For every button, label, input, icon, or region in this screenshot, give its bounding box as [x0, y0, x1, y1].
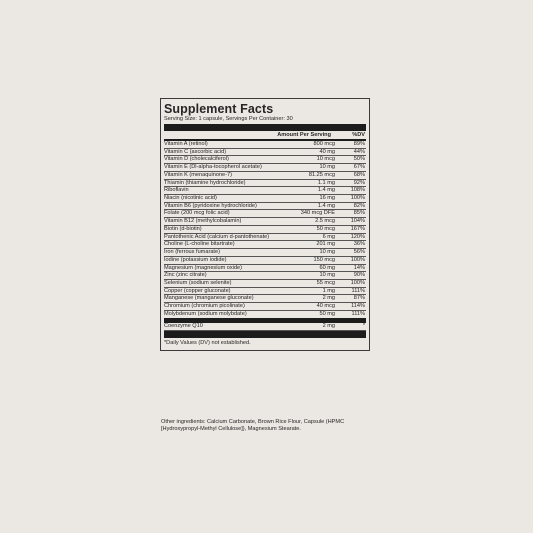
- nutrient-name: Iron (ferrous fumarate): [164, 249, 220, 256]
- dv-header: %DV: [352, 132, 365, 138]
- nutrient-dv: 85%: [353, 210, 365, 217]
- panel-title: Supplement Facts: [164, 102, 274, 116]
- nutrient-amount: 60 mg: [319, 264, 335, 271]
- nutrient-dv: 111%: [351, 310, 365, 317]
- nutrient-name: Vitamin A (retinol): [164, 141, 208, 147]
- other-ingredients: Other ingredients: Calcium Carbonate, Brown Rice Flour, Capsule (HPMC [Hydroxypropyl-Methyl Cellulose]), Magnesium Stearate.: [161, 419, 345, 432]
- nutrient-name: Iodine (potassium iodide): [164, 256, 227, 263]
- serving-info: Serving Size: 1 capsule, Servings Per Container: 30: [164, 116, 293, 122]
- nutrient-amount: 10 mg: [319, 249, 335, 256]
- nutrient-dv: 44%: [353, 148, 365, 155]
- nutrient-name: Vitamin E (Dl-alpha-tocopherol acetate): [164, 164, 262, 171]
- nutrient-row: [164, 210, 366, 218]
- nutrient-dv: 56%: [353, 249, 365, 256]
- nutrient-dv: 68%: [353, 171, 365, 178]
- nutrient-dv: 100%: [350, 256, 365, 263]
- nutrient-name: Vitamin D (cholecalciferol): [164, 156, 229, 163]
- nutrient-row: [164, 265, 366, 273]
- nutrient-amount: 10 mg: [319, 272, 335, 279]
- nutrient-amount: 1.4 mg: [317, 202, 335, 209]
- nutrient-name: Coenzyme Q10: [164, 323, 203, 330]
- nutrient-dv: 100%: [350, 279, 365, 286]
- nutrient-dv: 90%: [353, 272, 365, 279]
- nutrient-dv: 114%: [351, 303, 365, 310]
- nutrient-name: Riboflavin: [164, 187, 189, 194]
- nutrient-row: [164, 172, 366, 180]
- nutrient-amount: 50 mg: [319, 310, 335, 317]
- nutrient-dv: 82%: [353, 202, 365, 209]
- nutrient-row: [164, 280, 366, 288]
- nutrient-row: [164, 226, 366, 234]
- nutrient-row: [164, 187, 366, 195]
- supplement-facts-panel: [160, 98, 370, 351]
- nutrient-name: Vitamin B6 (pyridoxine hydrochloride): [164, 202, 257, 209]
- nutrient-name: Folate (200 mcg folic acid): [164, 210, 230, 217]
- footnote: *Daily Values (DV) not established.: [164, 339, 251, 346]
- nutrient-row: [164, 234, 366, 242]
- nutrient-name: Magnesium (magnesium oxide): [164, 264, 243, 271]
- nutrient-amount: 1 mg: [322, 287, 335, 294]
- nutrient-name: Vitamin K (menaquinone-7): [164, 171, 232, 178]
- nutrient-amount: 81.25 mcg: [308, 171, 335, 178]
- nutrient-dv: 111%: [351, 287, 365, 294]
- nutrient-amount: 16 mg: [319, 195, 335, 202]
- nutrient-amount: 10 mg: [319, 164, 335, 171]
- nutrient-row: [164, 149, 366, 157]
- nutrient-row: [164, 272, 366, 280]
- nutrient-row: [164, 241, 366, 249]
- nutrient-amount: 1.1 mg: [317, 179, 335, 186]
- nutrient-name: Selenium (sodium selenite): [164, 279, 232, 286]
- thick-divider-bottom: [164, 331, 366, 338]
- nutrient-list: [164, 141, 366, 318]
- nutrient-dv: 120%: [350, 233, 365, 240]
- nutrient-amount: 40 mg: [319, 148, 335, 155]
- nutrient-dv: 67%: [353, 164, 365, 171]
- nutrient-row: [164, 218, 366, 226]
- nutrient-amount: 150 mcg: [313, 256, 335, 263]
- nutrient-dv: 100%: [350, 195, 365, 202]
- nutrient-row: [164, 295, 366, 303]
- nutrient-amount: 800 mcg: [313, 141, 335, 147]
- nutrient-row: [164, 311, 366, 318]
- nutrient-dv: 36%: [353, 241, 365, 248]
- nutrient-name: Manganese (manganese gluconate): [164, 295, 254, 302]
- nutrient-row: [164, 257, 366, 265]
- nutrient-dv: 92%: [353, 179, 365, 186]
- nutrient-dv: 14%: [353, 264, 365, 271]
- nutrient-row: [164, 249, 366, 257]
- nutrient-row: [164, 156, 366, 164]
- coenzyme-row: [164, 323, 366, 331]
- nutrient-dv: 104%: [350, 218, 365, 225]
- nutrient-amount: 2 mg: [322, 323, 335, 330]
- nutrient-amount: 340 mcg DFE: [300, 210, 335, 217]
- nutrient-name: Pantothenic Acid (calcium d-pantothenate): [164, 233, 270, 240]
- nutrient-dv: 87%: [353, 295, 365, 302]
- nutrient-row: [164, 195, 366, 203]
- nutrient-name: Molybdenum (sodium molybdate): [164, 310, 247, 317]
- nutrient-dv: 108%: [350, 187, 365, 194]
- nutrient-name: Copper (copper gluconate): [164, 287, 231, 294]
- nutrient-amount: 55 mcg: [316, 279, 335, 286]
- column-header: [164, 131, 366, 141]
- nutrient-amount: 2 mg: [322, 295, 335, 302]
- nutrient-row: [164, 164, 366, 172]
- nutrient-amount: 50 mcg: [316, 225, 335, 232]
- nutrient-amount: 1.4 mg: [317, 187, 335, 194]
- thick-divider: [164, 124, 366, 131]
- nutrient-amount: 2.5 mcg: [315, 218, 335, 225]
- nutrient-name: Vitamin B12 (methylcobalamin): [164, 218, 242, 225]
- nutrient-dv: 89%: [353, 141, 365, 147]
- nutrient-amount: 40 mcg: [316, 303, 335, 310]
- nutrient-name: Vitamin C (ascorbic acid): [164, 148, 227, 155]
- nutrient-amount: 10 mcg: [316, 156, 335, 163]
- nutrient-dv: *: [362, 323, 365, 330]
- nutrient-amount: 6 mg: [322, 233, 335, 240]
- nutrient-name: Zinc (zinc citrate): [164, 272, 207, 279]
- nutrient-name: Niacin (nicotinic acid): [164, 195, 217, 202]
- nutrient-name: Choline (L-choline bitartrate): [164, 241, 235, 248]
- nutrient-dv: 50%: [353, 156, 365, 163]
- nutrient-name: Chromium (chromium picolinate): [164, 303, 245, 310]
- nutrient-row: [164, 141, 366, 149]
- nutrient-name: Thiamin (thiamine hydrochloride): [164, 179, 246, 186]
- nutrient-row: [164, 203, 366, 211]
- nutrient-amount: 201 mg: [316, 241, 335, 248]
- nutrient-row: [164, 180, 366, 188]
- amount-header: Amount Per Serving: [277, 132, 331, 138]
- nutrient-row: [164, 303, 366, 311]
- nutrient-row: [164, 288, 366, 296]
- nutrient-name: Biotin (d-biotin): [164, 225, 202, 232]
- nutrient-dv: 167%: [350, 225, 365, 232]
